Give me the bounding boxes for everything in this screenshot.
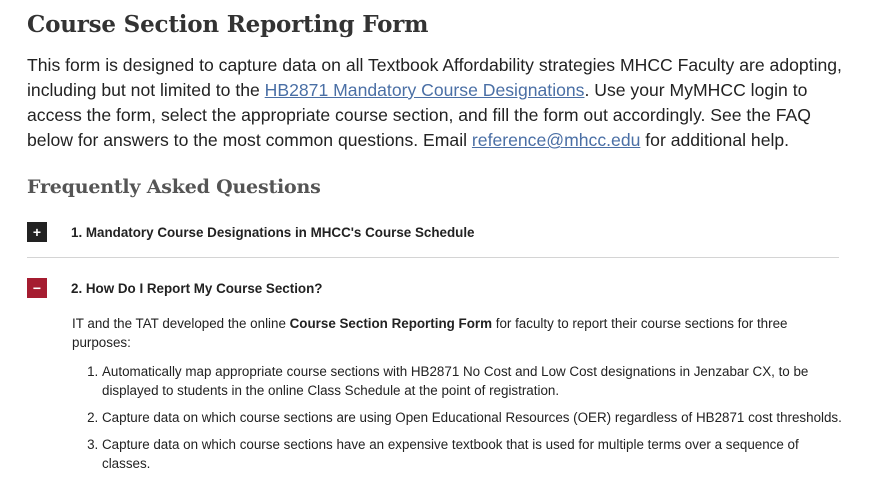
intro-text-2: . Use your MyMHCC login to access the form, select the appropriate course section, and fill the form out accordingly. See the FAQ below for answers to the most common questions. Email bbox=[27, 80, 811, 150]
faq-item-mandatory-designations[interactable] bbox=[27, 222, 839, 242]
intro-text-1: This form is designed to capture data on all Textbook Affordability strategies MHCC Faculty are adopting, including but not limited to the bbox=[27, 55, 842, 100]
purpose-list bbox=[72, 362, 842, 473]
intro-paragraph bbox=[27, 53, 842, 153]
answer-lead-bold: Course Section Reporting Form bbox=[289, 316, 493, 331]
collapse-icon[interactable]: − bbox=[27, 278, 47, 298]
list-item: 3. Capture data on which course sections have an expensive textbook that is used for multiple terms over a sequence of classes. bbox=[102, 435, 842, 473]
answer-lead bbox=[72, 314, 842, 352]
faq-divider bbox=[27, 257, 839, 258]
answer-lead-text-2: for faculty to report their course sections for three purposes: bbox=[72, 316, 788, 350]
faq-question[interactable]: 1. Mandatory Course Designations in MHCC's Course Schedule bbox=[71, 224, 475, 240]
list-item: 1. Automatically map appropriate course sections with HB2871 No Cost and Low Cost designations in Jenzabar CX, to be displayed to students in the online Class Schedule at the point of registration. bbox=[102, 362, 842, 400]
email-link[interactable]: reference@mhcc.edu bbox=[471, 130, 641, 150]
faq-item-how-to-report[interactable] bbox=[27, 278, 839, 298]
intro-text-3: for additional help. bbox=[640, 130, 790, 150]
faq-question[interactable]: 2. How Do I Report My Course Section? bbox=[71, 280, 323, 296]
faq-answer bbox=[72, 314, 842, 481]
expand-icon[interactable]: + bbox=[27, 222, 47, 242]
hb2871-link[interactable]: HB2871 Mandatory Course Designations bbox=[264, 80, 585, 100]
answer-lead-text-1: IT and the TAT developed the online bbox=[72, 316, 290, 331]
faq-heading: Frequently Asked Questions bbox=[27, 176, 321, 198]
page-title: Course Section Reporting Form bbox=[27, 11, 429, 38]
list-item: 2. Capture data on which course sections are using Open Educational Resources (OER) regardless of HB2871 cost thresholds. bbox=[102, 408, 842, 427]
